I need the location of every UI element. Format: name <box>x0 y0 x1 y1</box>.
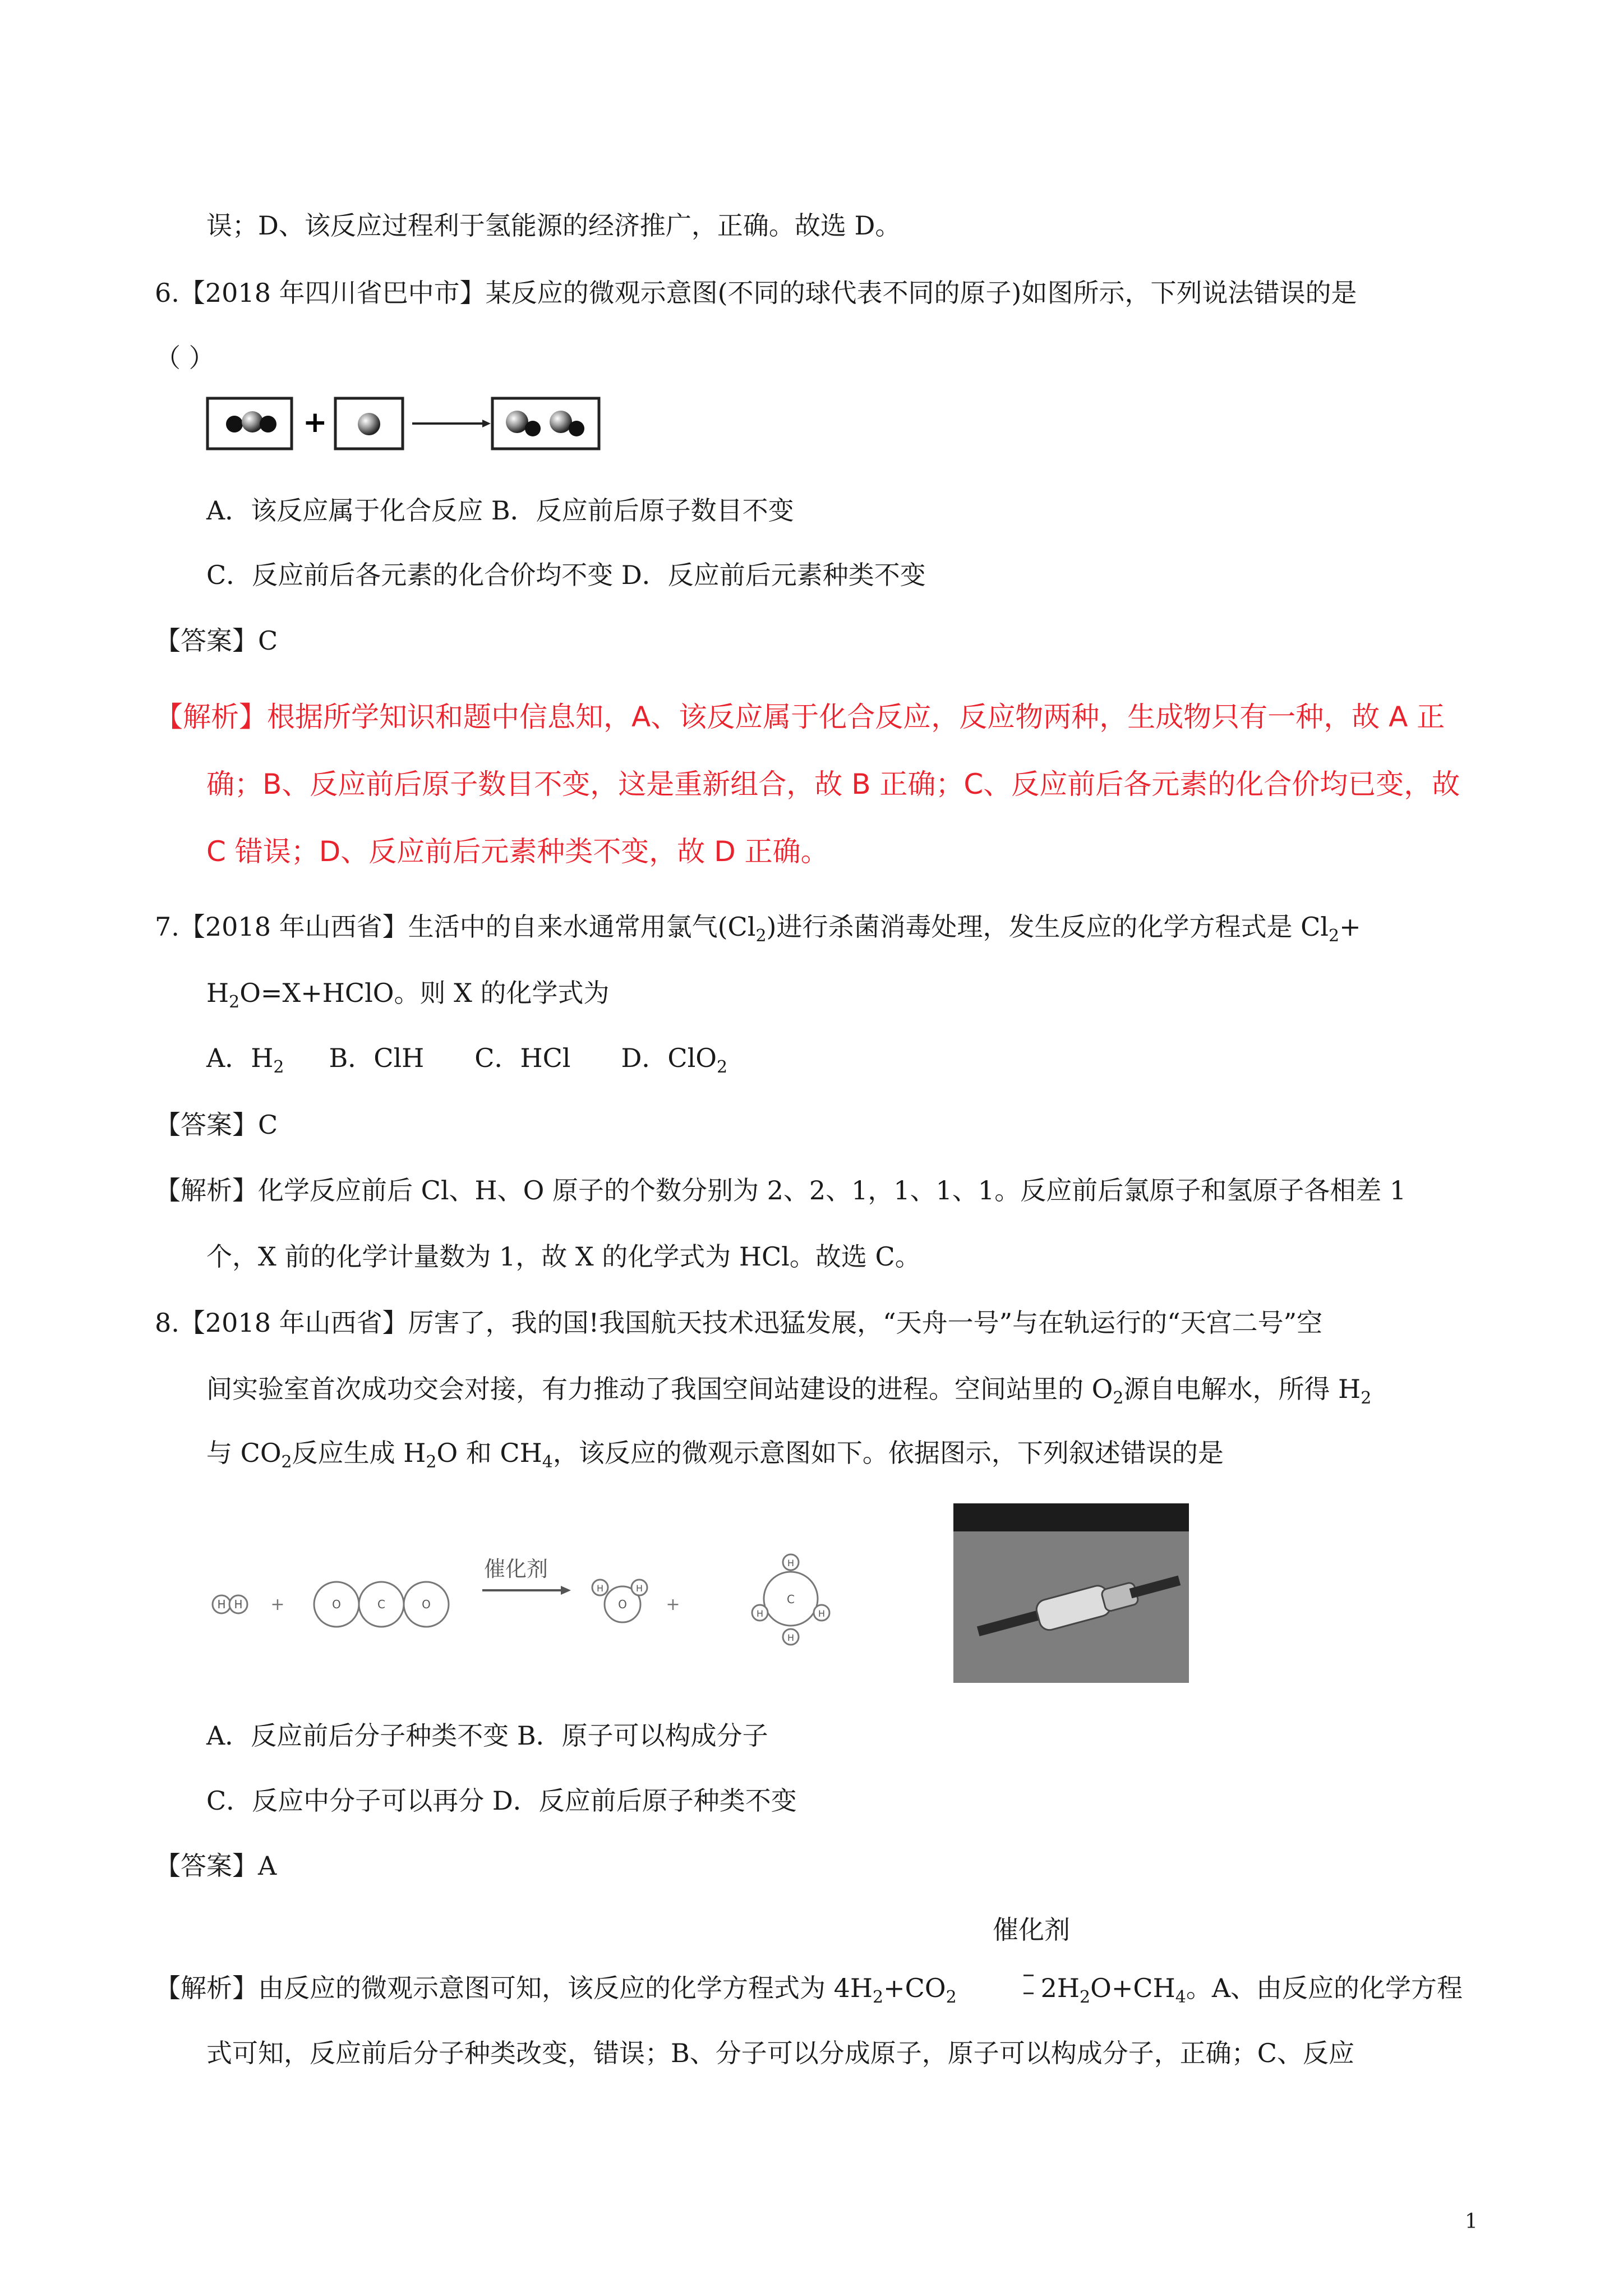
q8-explanation-1: 【解析】由反应的微观示意图可知，该反应的化学方程式为 $4H_2+CO_2$ $2H_2O+CH_4$。A、由反应的化学方程 <box>155 1973 1463 2008</box>
q7-explanation-2: 个，X 前的化学计量数为 1，故 X 的化学式为 HCl。故选 C。 <box>206 1241 921 1272</box>
q8-stem-2: 间实验室首次成功交会对接，有力推动了我国空间站建设的进程。空间站里的 $O_2$源自电解水，所得 $H_2$ <box>206 1374 1372 1409</box>
q8-stem-1: 8.【2018 年山西省】厉害了，我的国!我国航天技术迅猛发展，“天舟一号”与在轨运行的“天宫二号”空 <box>155 1308 1323 1338</box>
svg-text:+: + <box>270 1595 285 1614</box>
q7-options: A．$H_2$ B．ClH C．HCl D．ClO$_2$ <box>206 1043 728 1078</box>
q6-reaction-diagram <box>202 393 606 460</box>
svg-text:C: C <box>377 1598 385 1611</box>
svg-text:C: C <box>787 1593 795 1606</box>
q8-micro-diagram <box>208 1537 869 1672</box>
q7-answer: 【答案】C <box>155 1110 278 1140</box>
q6-answer: 【答案】C <box>155 625 278 656</box>
q6-paren: （ ） <box>155 343 215 373</box>
svg-text:H: H <box>596 1583 604 1594</box>
q6-plus: + <box>303 406 328 439</box>
q8-answer: 【答案】A <box>155 1851 277 1881</box>
svg-text:O: O <box>332 1598 341 1611</box>
q7-stem: 7.【2018 年山西省】生活中的自来水通常用氯气$(Cl_2)$进行杀菌消毒处理，发生反应的化学方程式是 $Cl_2+$ <box>155 912 1361 946</box>
page-number: 1 <box>1465 2210 1478 2233</box>
svg-text:H: H <box>818 1608 826 1619</box>
svg-text:H: H <box>787 1558 795 1568</box>
q7-explanation-1: 【解析】化学反应前后 Cl、H、O 原子的个数分别为 2、2、1，1、1、1。反应前后氯原子和氢原子各相差 1 <box>155 1175 1407 1205</box>
q6-options-ab: A．该反应属于化合反应 B．反应前后原子数目不变 <box>206 495 794 526</box>
q8-catalyst-label: 催化剂 <box>483 1557 548 1581</box>
q6-explanation-2: 确；B、反应前后原子数目不变，这是重新组合，故 B 正确；C、反应前后各元素的化合价均已变，故 <box>206 768 1460 800</box>
q6-explanation-3: C 错误；D、反应前后元素种类不变，故 D 正确。 <box>206 835 829 868</box>
svg-text:H: H <box>756 1608 764 1619</box>
q5-tail: 误；D、该反应过程利于氢能源的经济推广，正确。故选 D。 <box>206 210 901 241</box>
svg-text:H: H <box>787 1632 795 1643</box>
q6-options-cd: C．反应前后各元素的化合价均不变 D．反应前后元素种类不变 <box>206 560 926 590</box>
q8-options-ab: A．反应前后分子种类不变 B．原子可以构成分子 <box>206 1720 768 1751</box>
q8-equation-catalyst: 催化剂 <box>993 1915 1070 1945</box>
svg-text:H: H <box>635 1583 643 1594</box>
q7-equation-line: $H_2O=X+HClO$。则 X 的化学式为 <box>206 978 610 1013</box>
q6-explanation-1: 【解析】根据所学知识和题中信息知，A、该反应属于化合反应，反应物两种，生成物只有一种，故 A 正 <box>155 701 1445 733</box>
svg-text:H: H <box>234 1598 243 1611</box>
q8-explanation-2: 式可知，反应前后分子种类改变，错误；B、分子可以分成原子，原子可以构成分子，正确；C、反应 <box>206 2038 1354 2068</box>
q8-stem-3: 与 $CO_2$反应生成 $H_2O$ 和 $CH_4$，该反应的微观示意图如下。依据图示，下列叙述错误的是 <box>206 1438 1224 1473</box>
svg-text:H: H <box>217 1598 226 1611</box>
space-station-photo <box>953 1503 1189 1683</box>
svg-text:+: + <box>666 1595 680 1614</box>
svg-text:O: O <box>618 1598 627 1611</box>
q6-stem: 6.【2018 年四川省巴中市】某反应的微观示意图(不同的球代表不同的原子)如图所示，下列说法错误的是 <box>155 278 1357 308</box>
svg-text:O: O <box>422 1598 431 1611</box>
q8-options-cd: C．反应中分子可以再分 D．反应前后原子种类不变 <box>206 1786 797 1816</box>
